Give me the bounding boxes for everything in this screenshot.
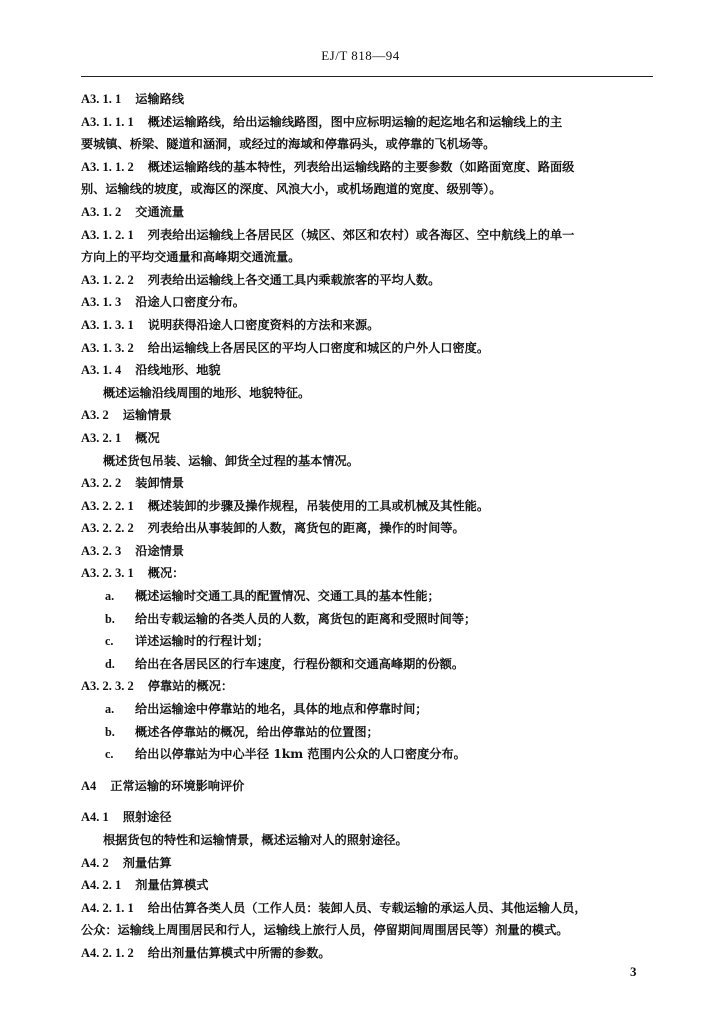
line-text: 方向上的平均交通量和高峰期交通流量。 [81, 250, 301, 265]
line-text: 交通流量 [135, 204, 185, 219]
line-text: 概述运输路线的基本特性，列表给出运输线路的主要参数（如路面宽度、路面级 [147, 159, 575, 174]
clause-number: A4. 2. 1. 2 [81, 945, 134, 960]
clause-number: A3. 2 [81, 408, 109, 423]
line-text: 装卸情景 [135, 476, 185, 491]
list-item [81, 721, 653, 744]
list-item [81, 630, 653, 653]
clause-number: A3. 1. 1. 1 [81, 114, 134, 129]
clause-number: A3. 1. 2. 2 [81, 272, 134, 287]
paragraph-line [81, 919, 653, 942]
list-marker: b. [105, 724, 115, 739]
line-text: 照射途径 [122, 810, 172, 825]
paragraph-line [81, 450, 653, 473]
section-line [81, 942, 653, 965]
paragraph-line [81, 246, 653, 269]
clause-number: A3. 1. 1. 2 [81, 159, 134, 174]
clause-number: A4. 2. 1. 1 [81, 900, 134, 915]
list-item [81, 743, 653, 766]
clause-number: A3. 1. 2 [81, 204, 122, 219]
line-text: 说明获得沿途人口密度资料的方法和来源。 [147, 317, 380, 332]
clause-number: A3. 2. 2. 2 [81, 521, 134, 536]
document-body [81, 88, 653, 965]
list-marker: a. [105, 702, 115, 717]
list-marker: c. [105, 634, 114, 649]
section-line [81, 472, 653, 495]
line-text: 公众：运输线上周围居民和行人，运输线上旅行人员，停留期间周围居民等）剂量的模式。 [81, 923, 569, 938]
list-item [81, 698, 653, 721]
line-text: 给出专载运输的各类人员的人数，离货包的距离和受照时间等； [135, 611, 477, 626]
list-item [81, 653, 653, 676]
clause-number: A3. 2. 3. 2 [81, 679, 134, 694]
paragraph-line [81, 382, 653, 405]
line-text: 详述运输时的行程计划； [135, 634, 270, 649]
line-text: 沿途人口密度分布。 [135, 295, 245, 310]
line-text: 要城镇、桥梁、隧道和涵洞，或经过的海域和停靠码头，或停靠的飞机场等。 [81, 137, 496, 152]
section-line [81, 111, 653, 134]
section-line [81, 852, 653, 875]
line-text: 正常运输的环境影响评价 [110, 778, 245, 793]
list-marker: d. [105, 656, 115, 671]
section-line [81, 675, 653, 698]
paragraph-line [81, 178, 653, 201]
section-line [81, 806, 653, 829]
clause-number: A3. 2. 2 [81, 476, 122, 491]
line-text: 概况 [135, 430, 160, 445]
clause-number: A3. 2. 2. 1 [81, 498, 134, 513]
line-text: 给出剂量估算模式中所需的参数。 [147, 945, 331, 960]
line-text: 剂量估算模式 [135, 878, 209, 893]
clause-number: A3. 2. 1 [81, 430, 122, 445]
line-text: 列表给出从事装卸的人数，离货包的距离，操作的时间等。 [147, 521, 465, 536]
line-text: 概述货包吊装、运输、卸货全过程的基本情况。 [103, 453, 359, 468]
list-item [81, 608, 653, 631]
section-line [81, 540, 653, 563]
line-text: 概述运输路线，给出运输线路图，图中应标明运输的起迄地名和运输线上的主 [147, 114, 563, 129]
clause-number: A3. 1. 2. 1 [81, 227, 134, 242]
section-line [81, 874, 653, 897]
list-marker: b. [105, 611, 115, 626]
section-line [81, 201, 653, 224]
line-text: 概述装卸的步骤及操作规程，吊装使用的工具或机械及其性能。 [147, 498, 490, 513]
clause-number: A3. 1. 1 [81, 92, 122, 106]
document-code-header: EJ/T 818—94 [321, 48, 400, 63]
line-text: 沿途情景 [135, 543, 185, 558]
clause-number: A3. 1. 3. 1 [81, 317, 134, 332]
section-line [81, 427, 653, 450]
line-text: 根据货包的特性和运输情景，概述运输对人的照射途径。 [103, 833, 408, 847]
clause-number: A3. 1. 3 [81, 295, 122, 310]
clause-number: A4 [81, 778, 97, 793]
section-line [81, 291, 653, 314]
list-item [81, 585, 653, 608]
line-text: 给出在各居民区的行车速度，行程份额和交通高峰期的份额。 [135, 656, 465, 671]
line-text: 沿线地形、地貌 [135, 363, 221, 378]
section-line [81, 495, 653, 518]
section-line [81, 359, 653, 382]
line-text: 运输情景 [122, 408, 172, 423]
section-line [81, 337, 653, 360]
line-text: 列表给出运输线上各交通工具内乘载旅客的平均人数。 [147, 272, 441, 287]
paragraph-line [81, 829, 653, 852]
clause-number: A4. 1 [81, 810, 109, 825]
clause-number: A3. 2. 3 [81, 543, 122, 558]
section-line [81, 517, 653, 540]
line-text: 概述各停靠站的概况，给出停靠站的位置图； [135, 724, 379, 739]
line-text: 给出估算各类人员（工作人员：装卸人员、专载运输的承运人员、其他运输人员， [147, 900, 587, 915]
line-text: 别、运输线的坡度，或海区的深度、风浪大小，或机场跑道的宽度、级别等）。 [81, 182, 502, 197]
clause-number: A4. 2 [81, 855, 109, 870]
line-text: 概述运输沿线周围的地形、地貌特征。 [103, 385, 311, 400]
section-line [81, 314, 653, 337]
line-text: 停靠站的概况： [147, 679, 234, 694]
line-text: 给出运输途中停靠站的地名，具体的地点和停靠时间； [135, 702, 428, 717]
header-rule [81, 76, 653, 77]
page-number: 3 [630, 964, 637, 979]
line-text: 概述运输时交通工具的配置情况、交通工具的基本性能； [135, 589, 440, 604]
paragraph-line [81, 133, 653, 156]
line-text: 概况： [147, 566, 185, 581]
section-line [81, 269, 653, 292]
section-line [81, 562, 653, 585]
section-line [81, 88, 653, 111]
section-line [81, 224, 653, 247]
section-line [81, 156, 653, 179]
line-text: 给出运输线上各居民区的平均人口密度和城区的户外人口密度。 [147, 340, 490, 355]
line-text: 列表给出运输线上各居民区（城区、郊区和农村）或各海区、空中航线上的单一 [147, 227, 575, 242]
list-marker: a. [105, 589, 115, 604]
clause-number: A3. 2. 3. 1 [81, 566, 134, 581]
clause-number: A3. 1. 3. 2 [81, 340, 134, 355]
section-line [81, 404, 653, 427]
line-text: 剂量估算 [122, 855, 172, 870]
line-text: 给出以停靠站为中心半径 1km 范围内公众的人口密度分布。 [135, 747, 466, 762]
clause-number: A3. 1. 4 [81, 363, 122, 378]
section-line [81, 897, 653, 920]
section-line [81, 775, 653, 798]
line-text: 运输路线 [135, 92, 185, 106]
clause-number: A4. 2. 1 [81, 878, 122, 893]
list-marker: c. [105, 747, 114, 762]
